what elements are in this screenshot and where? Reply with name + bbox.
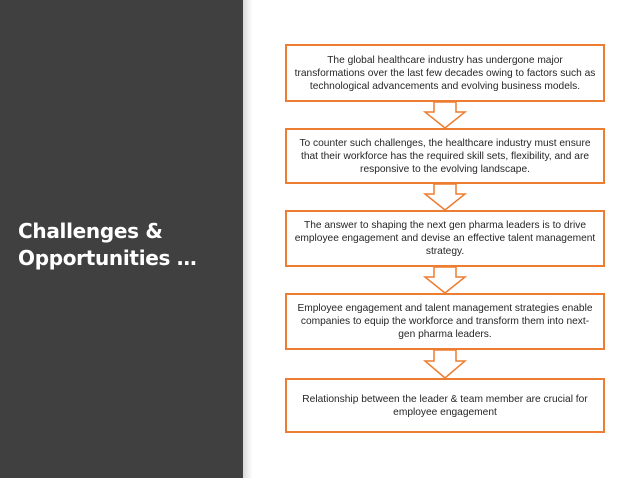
- slide-title-line-1: Challenges &: [18, 219, 163, 243]
- down-arrow-icon: [425, 102, 465, 128]
- flow-step-1: [285, 44, 605, 102]
- down-arrow-icon: [425, 350, 465, 378]
- flow-step-5: [285, 378, 605, 433]
- down-arrow-icon: [425, 184, 465, 210]
- flow-step-3-text: The answer to shaping the next gen pharma leaders is to drive employee engagement and devise an effective talent management strategy.: [294, 220, 596, 257]
- flow-step-1-text: The global healthcare industry has undergone major transformations over the last few decades owing to factors such as technological advancements and evolving business models.: [294, 54, 596, 92]
- flow-step-3: [285, 210, 605, 267]
- slide-title-line-2: Opportunities …: [18, 246, 197, 270]
- flow-step-2-text: To counter such challenges, the healthcare industry must ensure that their workforce has the required skill sets, flexibility, and are responsive to the evolving landscape.: [299, 137, 591, 175]
- flow-step-5-text: Relationship between the leader & team member are crucial for employee engagement: [302, 393, 588, 418]
- flow-step-2: [285, 128, 605, 184]
- flow-step-4: [285, 293, 605, 350]
- flow-step-4-text: Employee engagement and talent management strategies enable companies to equip the workforce and transform them into next-gen pharma leaders.: [297, 303, 593, 340]
- down-arrow-icon: [425, 267, 465, 293]
